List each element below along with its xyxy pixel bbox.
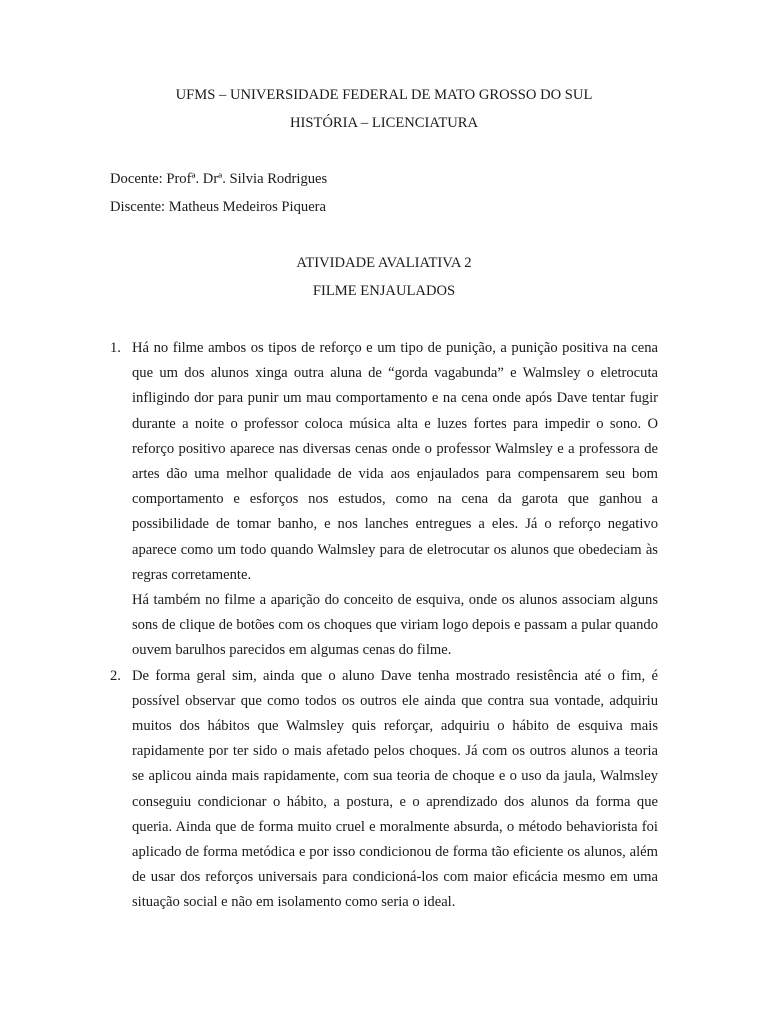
discente-line: Discente: Matheus Medeiros Piquera [110,199,327,215]
answer-item-1 [110,336,658,664]
assignment-title: ATIVIDADE AVALIATIVA 2 [296,255,472,271]
institution-heading: UFMS – UNIVERSIDADE FEDERAL DE MATO GROSSO DO SUL [175,87,593,103]
answers-list [110,336,658,916]
answer-number: 1. [110,340,121,356]
answer-number: 2. [110,667,121,684]
answer-paragraph: De forma geral sim, ainda que o aluno Dave tenha mostrado resistência até o fim, é possível observar que como todos os outros ele ainda que contra sua vontade, adquiriu muitos dos hábitos que Walmsley quis reforçar, adquiriu o hábito de esquiva mais rapidamente por ter sido o mais afetado pelos choques. Já com os outros alunos a teoria se aplicou ainda mais rapidamente, com sua teoria de choque e o uso da jaula, Walmsley conseguiu condicionar o hábito, a postura, e o aprendizado dos alunos da forma que queria. Ainda que de forma muito cruel e moralmente absurda, o método behaviorista foi aplicado de forma metódica e por isso condicionou de forma tão eficiente os alunos, além de usar dos reforços universais para condicioná-los com maior eficácia mesmo em uma situação social e não em isolamento como seria o ideal. [132,667,658,911]
answer-item-2 [110,664,658,916]
answer-paragraph: Há no filme ambos os tipos de reforço e um tipo de punição, a punição positiva na cena que um dos alunos xinga outra aluna de “gorda vagabunda” e Walmsley o eletrocuta infligindo dor para punir um mau comportamento e na cena onde após Dave tentar fugir durante a noite o professor coloca música alta e luzes fortes para impedir o sono. O reforço positivo aparece nas diversas cenas onde o professor Walmsley e a professora de artes dão uma melhor qualidade de vida aos enjaulados para compensarem seu bom comportamento e esforços nos estudos, como na cena da garota que ganhou a possibilidade de tomar banho, e nos lanches entregues a eles. Já o reforço negativo aparece como um todo quando Walmsley para de eletrocutar os alunos que obedeciam às regras corretamente. [132,340,658,583]
assignment-subtitle: FILME ENJAULADOS [312,283,456,299]
course-heading: HISTÓRIA – LICENCIATURA [289,115,479,131]
answer-paragraph: Há também no filme a aparição do conceito de esquiva, onde os alunos associam alguns sons de clique de botões com os choques que viriam logo depois e passam a pular quando ouvem barulhos parecidos em algumas cenas do filme. [132,592,658,659]
docente-line: Docente: Profª. Drª. Silvia Rodrigues [110,171,328,187]
